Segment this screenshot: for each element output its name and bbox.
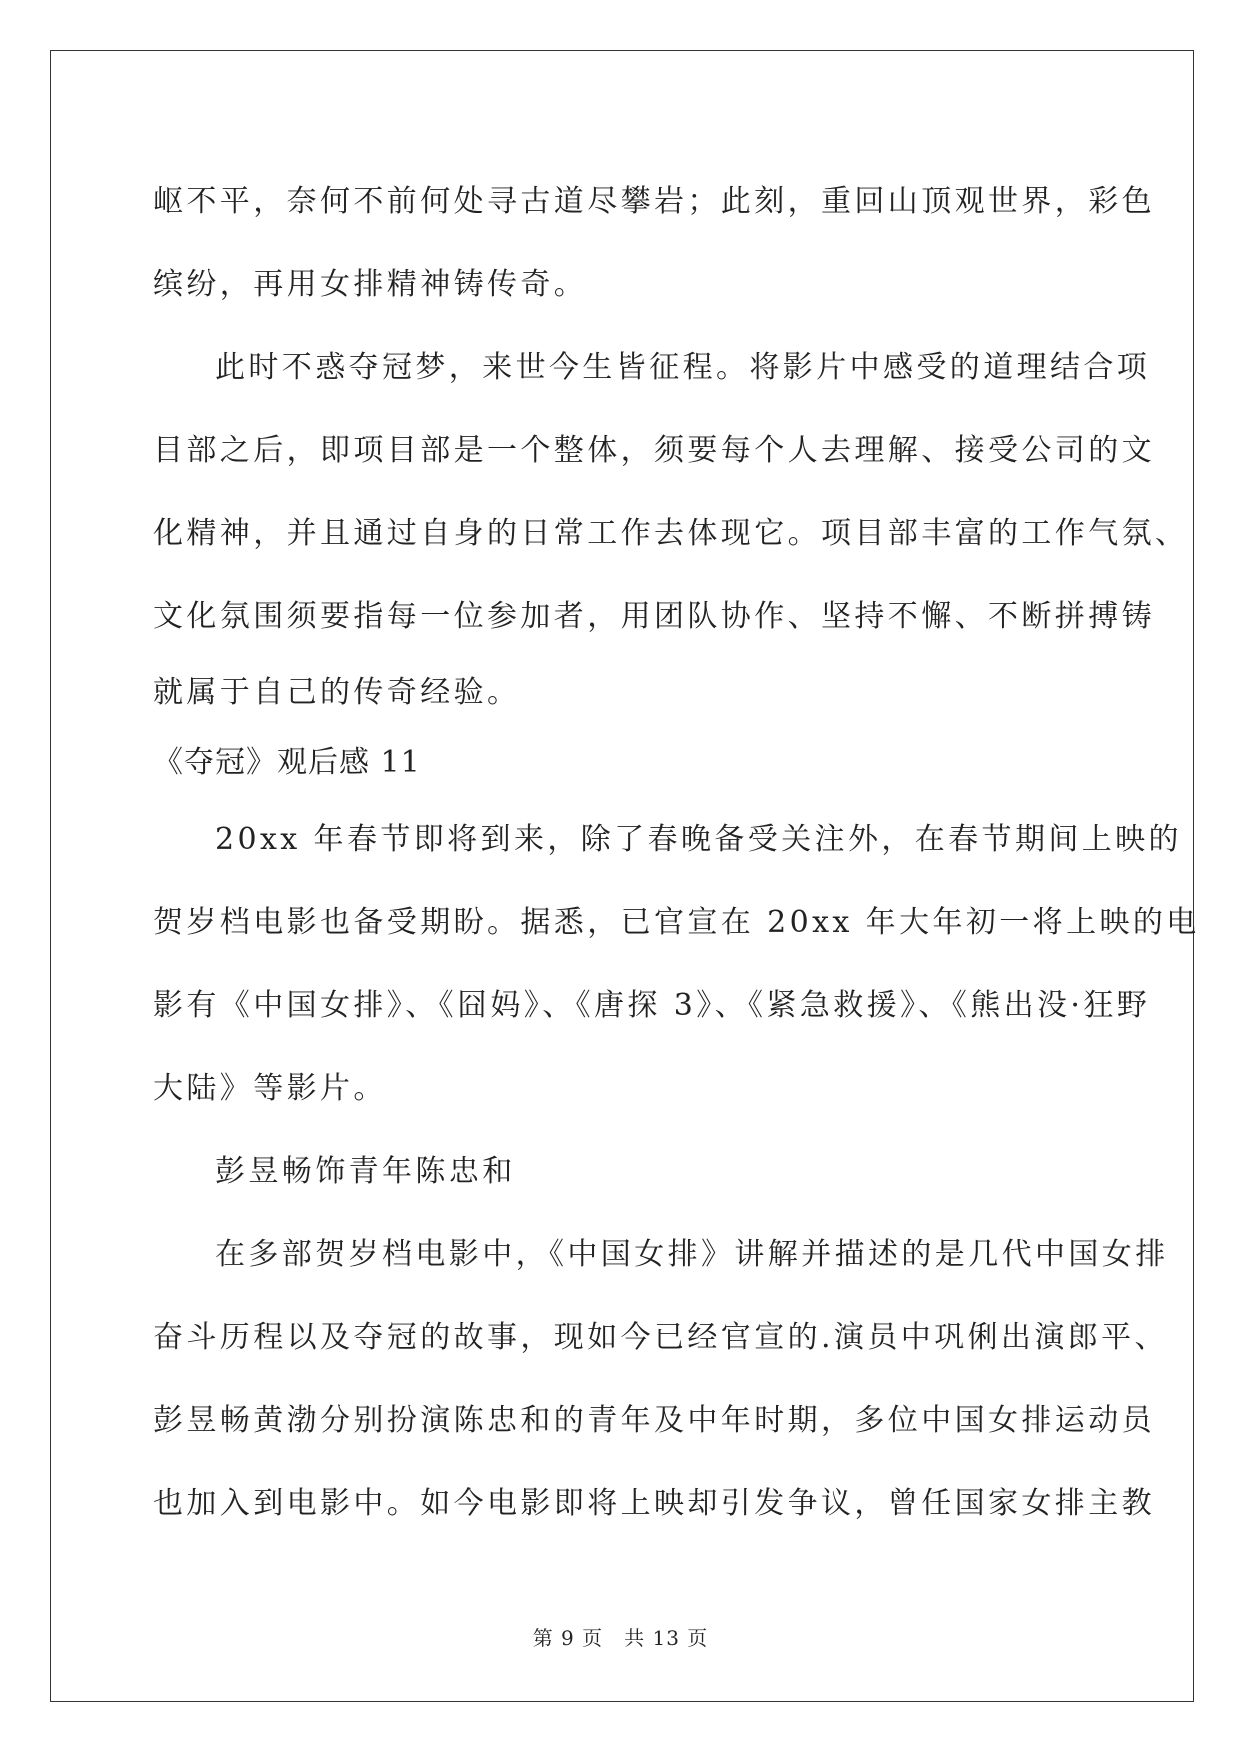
section-heading: 《夺冠》观后感 11 — [153, 745, 421, 780]
text-line: 也加入到电影中。如今电影即将上映却引发争议，曾任国家女排主教 — [153, 1486, 1155, 1521]
text-line: 20xx 年春节即将到来，除了春晚备受关注外，在春节期间上映的 — [215, 822, 1182, 857]
text-line: 在多部贺岁档电影中，《中国女排》讲解并描述的是几代中国女排 — [215, 1237, 1169, 1272]
text-line: 目部之后，即项目部是一个整体，须要每个人去理解、接受公司的文 — [153, 433, 1155, 468]
text-line: 文化氛围须要指每一位参加者，用团队协作、坚持不懈、不断拼搏铸 — [153, 599, 1155, 634]
text-line: 缤纷，再用女排精神铸传奇。 — [153, 267, 588, 302]
text-line: 奋斗历程以及夺冠的故事，现如今已经官宣的.演员中巩俐出演郎平、 — [153, 1320, 1168, 1355]
text-line: 岖不平，奈何不前何处寻古道尽攀岩；此刻，重回山顶观世界，彩色 — [153, 184, 1155, 219]
text-line: 化精神，并且通过自身的日常工作去体现它。项目部丰富的工作气氛、 — [153, 516, 1189, 551]
text-line: 影有《中国女排》、《囧妈》、《唐探 3》、《紧急救援》、《熊出没·狂野 — [153, 988, 1151, 1023]
page-number: 第 9 页 共 13 页 — [532, 1626, 709, 1650]
document-body — [153, 160, 1200, 1545]
text-line: 彭昱畅黄渤分别扮演陈忠和的青年及中年时期，多位中国女排运动员 — [153, 1403, 1155, 1438]
text-line: 就属于自己的传奇经验。 — [153, 675, 521, 710]
text-line: 大陆》等影片。 — [153, 1071, 387, 1106]
text-line: 此时不惑夺冠梦，来世今生皆征程。将影片中感受的道理结合项 — [215, 350, 1151, 385]
text-line: 彭昱畅饰青年陈忠和 — [215, 1154, 516, 1189]
text-line: 贺岁档电影也备受期盼。据悉，已官宣在 20xx 年大年初一将上映的电 — [153, 905, 1200, 940]
